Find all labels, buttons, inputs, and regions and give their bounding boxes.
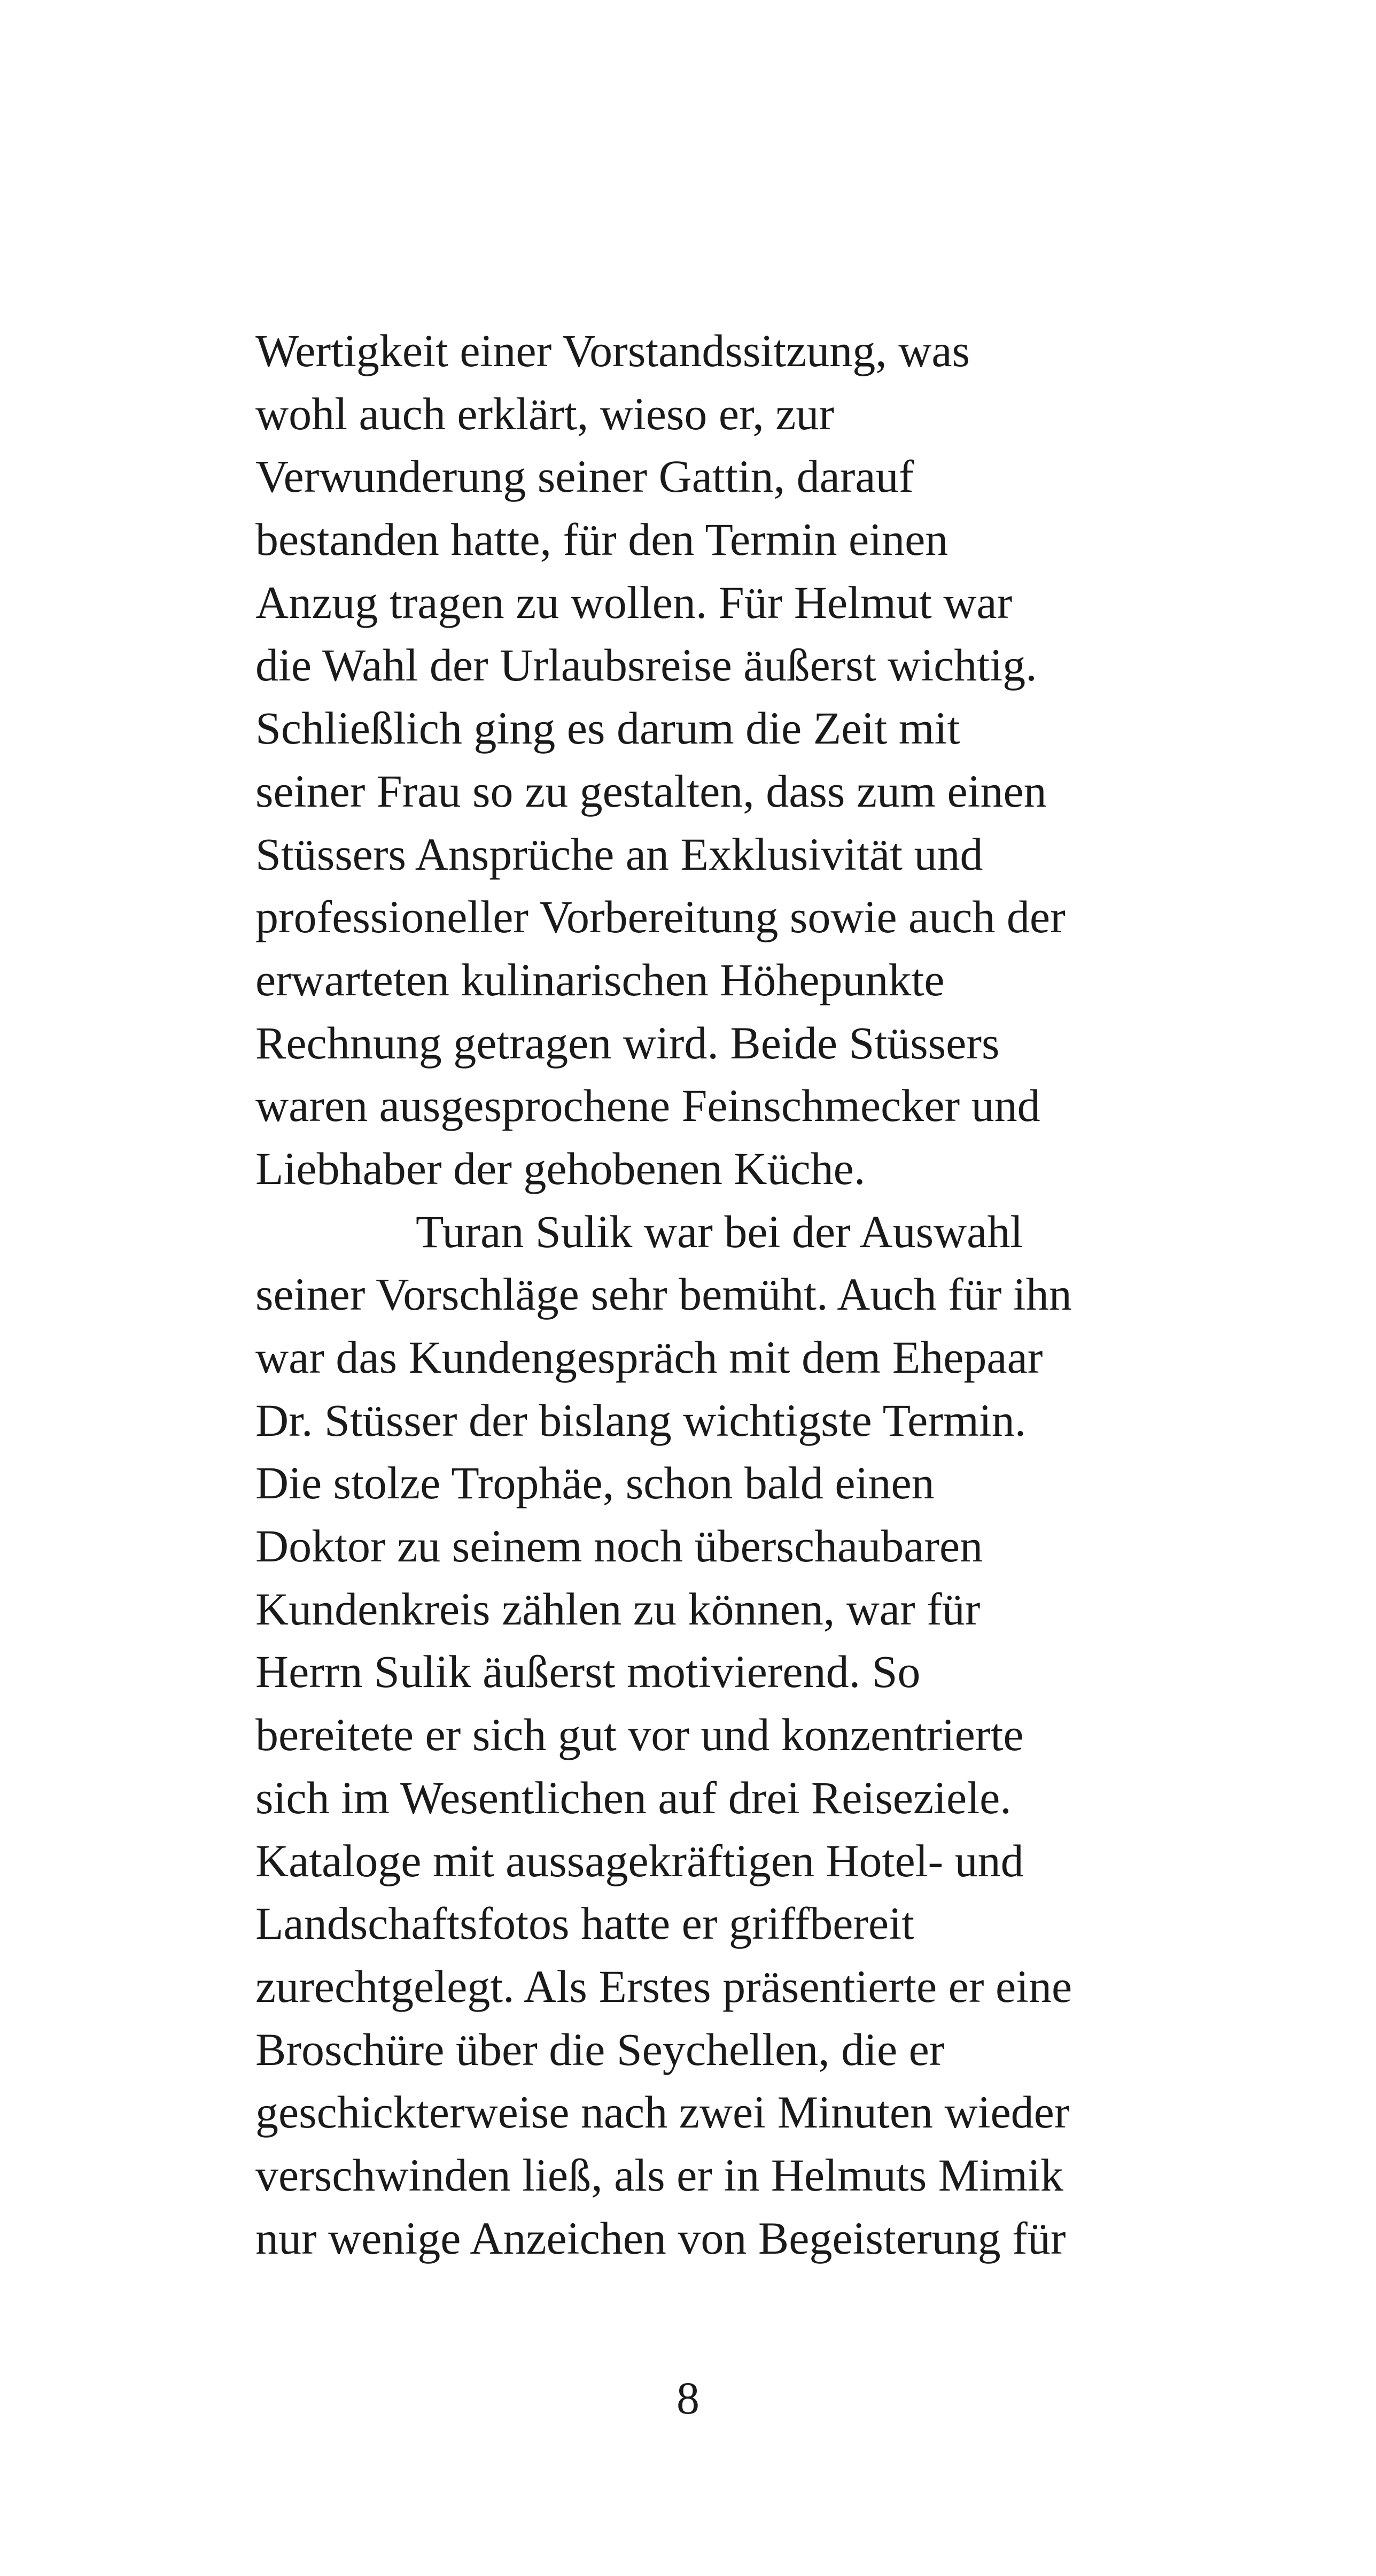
text-line: Verwunderung seiner Gattin, darauf — [255, 451, 914, 502]
text-line: erwarteten kulinarischen Höhepunkte — [255, 954, 945, 1005]
text-line: sich im Wesentlichen auf drei Reiseziele. — [255, 1772, 1012, 1823]
text-line: Liebhaber der gehobenen Küche. — [255, 1142, 866, 1194]
text-line: Kundenkreis zählen zu können, war für — [255, 1583, 981, 1635]
text-line: Doktor zu seinem noch überschaubaren — [255, 1520, 983, 1572]
text-line: verschwinden ließ, als er in Helmuts Mimik — [255, 2149, 1063, 2201]
text-line: Wertigkeit einer Vorstandssitzung, was — [255, 325, 970, 376]
text-line: die Wahl der Urlaubsreise äußerst wichtig. — [255, 639, 1037, 691]
text-line: Rechnung getragen wird. Beide Stüssers — [255, 1017, 1000, 1069]
text-line: seiner Vorschläge sehr bemüht. Auch für ihn — [255, 1268, 1072, 1320]
text-line: Landschaftsfotos hatte er griffbereit — [255, 1898, 914, 1950]
text-line: bestanden hatte, für den Termin einen — [255, 514, 949, 566]
text-line: war das Kundengespräch mit dem Ehepaar — [255, 1332, 1043, 1383]
text-line: geschickterweise nach zwei Minuten wieder — [255, 2086, 1070, 2138]
text-line: Anzug tragen zu wollen. Für Helmut war — [255, 576, 1013, 628]
text-line: wohl auch erklärt, wieso er, zur — [255, 388, 835, 439]
text-line: Dr. Stüsser der bislang wichtigste Termin. — [255, 1394, 1027, 1446]
text-line: Kataloge mit aussagekräftigen Hotel- und — [255, 1835, 1024, 1886]
text-line: nur wenige Anzeichen von Begeisterung für — [255, 2212, 1066, 2264]
text-line: Schließlich ging es darum die Zeit mit — [255, 702, 960, 754]
text-line: zurechtgelegt. Als Erstes präsentierte er eine — [255, 1960, 1072, 2012]
text-line: Stüssers Ansprüche an Exklusivität und — [255, 828, 983, 880]
text-line: bereitete er sich gut vor und konzentrierte — [255, 1709, 1024, 1761]
paragraph-start-line: Turan Sulik war bei der Auswahl — [416, 1205, 1023, 1257]
text-line: seiner Frau so zu gestalten, dass zum einen — [255, 765, 1047, 817]
page-number: 8 — [677, 2372, 699, 2424]
text-line: waren ausgesprochene Feinschmecker und — [255, 1080, 1040, 1132]
text-line: Herrn Sulik äußerst motivierend. So — [255, 1646, 921, 1698]
text-line: Die stolze Trophäe, schon bald einen — [255, 1457, 935, 1509]
text-line: professioneller Vorbereitung sowie auch der — [255, 891, 1066, 943]
body-text — [255, 320, 1164, 2270]
text-line: Broschüre über die Seychellen, die er — [255, 2023, 945, 2075]
